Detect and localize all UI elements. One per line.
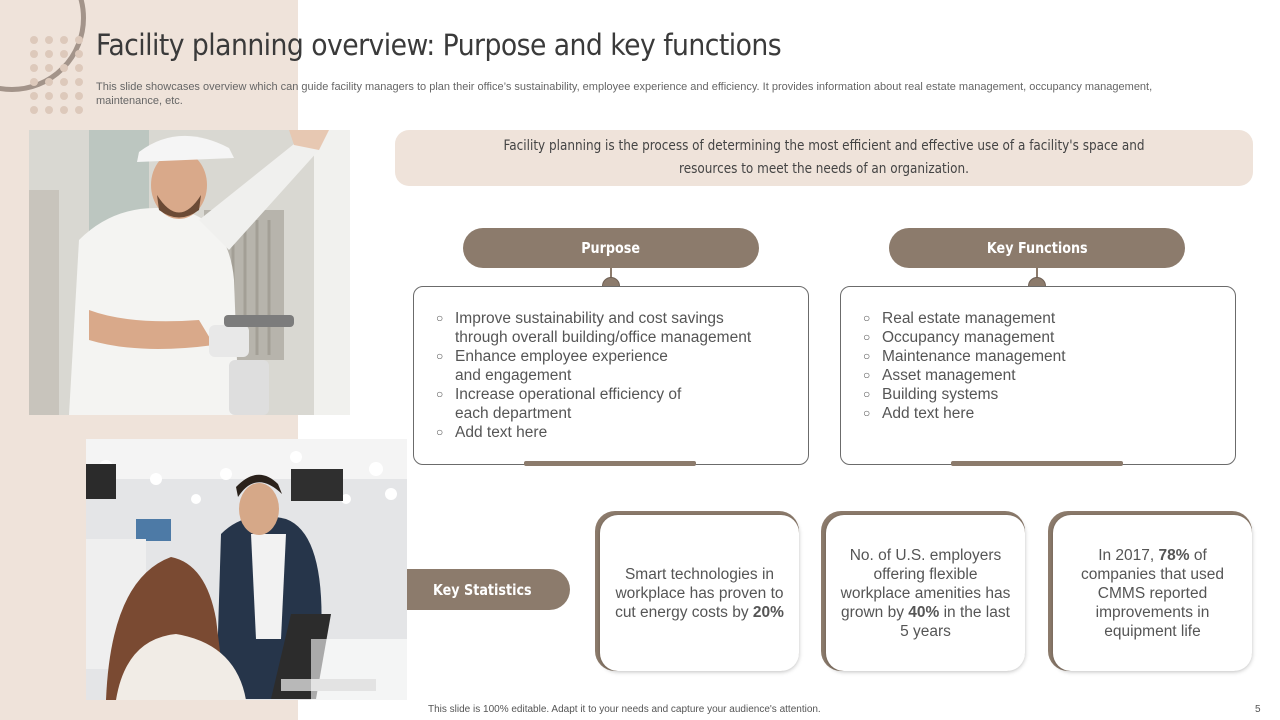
key-functions-list: [863, 309, 1066, 423]
office-illustration: [86, 439, 407, 700]
office-photo: [86, 439, 407, 700]
footer-note: This slide is 100% editable. Adapt it to your needs and capture your audience's attention.: [428, 704, 821, 715]
purpose-card: [413, 286, 809, 465]
function-item: ○ Real estate management: [863, 309, 1066, 328]
purpose-item: ○ Enhance employee experience and engagement: [436, 347, 696, 385]
function-item: ○ Occupancy management: [863, 328, 1066, 347]
purpose-label: Purpose: [581, 239, 641, 257]
purpose-list: [436, 309, 766, 442]
definition-text: Facility planning is the process of determining the most efficient and effective use of a facility's space and resources to meet the needs of an organization.: [503, 138, 1145, 177]
page-subtitle: This slide showcases overview which can guide facility managers to plan their office’s sustainability, employee experience and efficiency. It provides information about real estate management, occupancy management, maintenance, etc.: [96, 81, 1153, 107]
key-functions-header: [889, 228, 1185, 268]
purpose-item: ○ Improve sustainability and cost savings through overall building/office management: [436, 309, 766, 347]
key-statistics-header: [407, 569, 570, 610]
page-title: Facility planning overview: Purpose and key functions: [96, 28, 782, 62]
stat-text: No. of U.S. employers offering flexible workplace amenities has grown by 40% in the last 5 years: [840, 546, 1011, 640]
key-statistics-label: Key Statistics: [433, 580, 532, 599]
key-functions-label: Key Functions: [986, 239, 1088, 257]
worker-photo: [29, 130, 350, 415]
definition-banner: [395, 130, 1253, 186]
stat-text: In 2017, 78% of companies that used CMMS reported improvements in equipment life: [1080, 546, 1225, 640]
purpose-card-accent: [524, 461, 696, 466]
decorative-dot-grid: [30, 36, 90, 120]
stat-text: Smart technologies in workplace has proven to cut energy costs by 20%: [615, 565, 784, 621]
function-item: ○ Building systems: [863, 385, 1066, 404]
functions-card-accent: [951, 461, 1123, 466]
function-item: ○ Asset management: [863, 366, 1066, 385]
purpose-item: ○ Increase operational efficiency of each department: [436, 385, 706, 423]
stat-card: [1048, 511, 1252, 671]
worker-illustration: [29, 130, 350, 415]
stat-card: [595, 511, 799, 671]
stat-value: 20%: [752, 603, 784, 621]
function-item: ○ Add text here: [863, 404, 1066, 423]
stat-value: 78%: [1158, 546, 1190, 564]
stat-value: 40%: [908, 603, 940, 621]
purpose-header: [463, 228, 759, 268]
stat-card: [821, 511, 1025, 671]
key-functions-card: [840, 286, 1236, 465]
function-item: ○ Maintenance management: [863, 347, 1066, 366]
page-number: 5: [1255, 704, 1261, 715]
purpose-item: ○ Add text here: [436, 423, 766, 442]
